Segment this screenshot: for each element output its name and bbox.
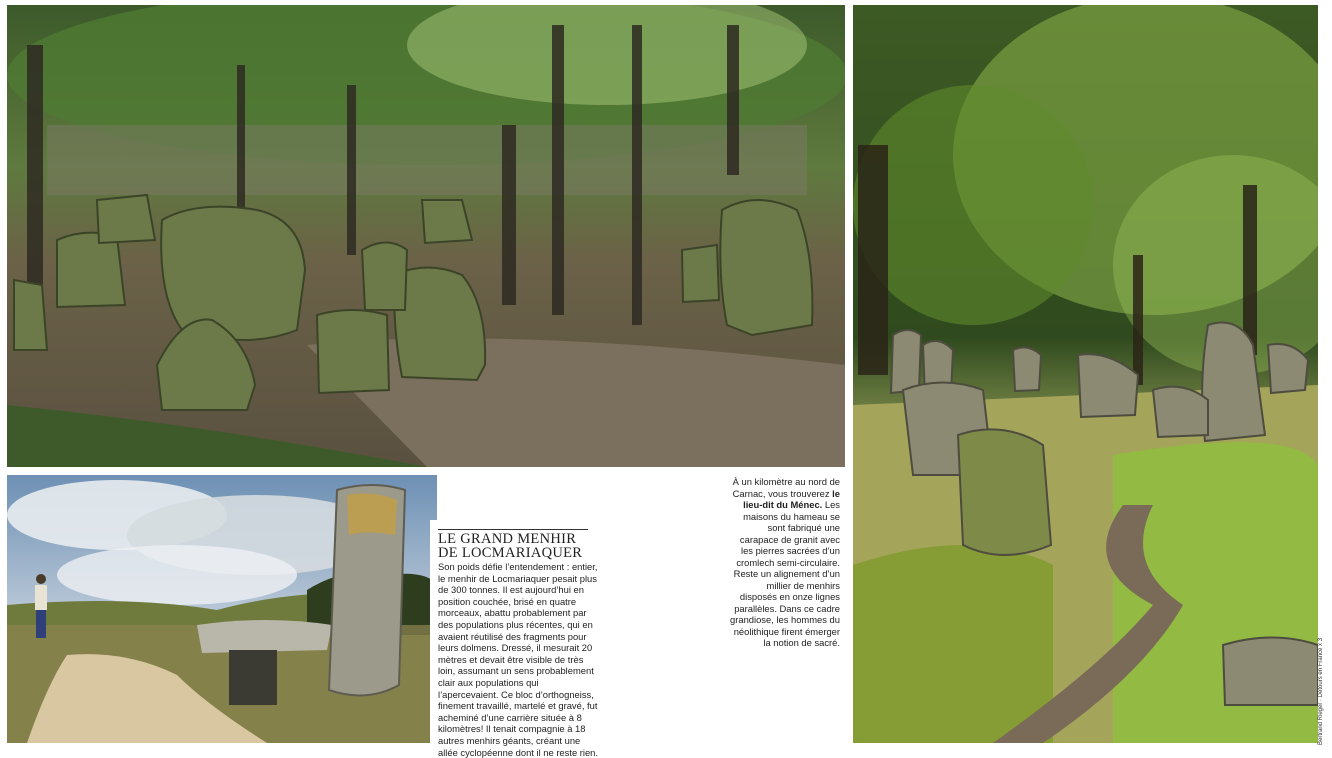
title-rule	[438, 529, 588, 530]
menhir-title-line2: DE LOCMARIAQUER	[438, 545, 583, 561]
menhir-body-text: Son poids défie l’entendement : entier, le menhir de Locmariaquer pesait plus de 300 tonnes. Il est aujourd’hui en position couchée, brisé en quatre morceaux, abattu probablement par des populations plus récentes, qui en avaient réutilisé des fragments pour leurs dolmens. Dressé, il mesurait 20 mètres et devait être visible de très loin, assumant un sens probablement clair aux populations qui l’apercevaient. Ce bloc d’orthogneiss, finement travaillé, martelé et gravé, fut acheminé d’une carrière située à 8 kilomètres! Il tenait compagnie à 18 autres menhirs géants, créant une allée cyclopéenne dont il ne reste rien.	[438, 561, 598, 758]
menhir-article	[430, 520, 598, 758]
menhir-title-line1: LE GRAND MENHIR	[438, 531, 577, 547]
menhir-title	[438, 532, 598, 560]
menec-caption	[730, 476, 840, 649]
menec-highlight: le lieu-dit du Ménec.	[743, 487, 840, 510]
menec-body: Les maisons du hameau se sont fabriqué une carapace de granit avec les pierres sacrées d’un cromlech semi-circulaire. Reste un alignement d’un millier de menhirs disposés en onze lignes parallèles. Dans ce cadre grandiose, les hommes du néolithique firent émerger la notion de sacré.	[730, 499, 840, 648]
forest-stones-photo	[7, 5, 845, 467]
menec-path-photo	[853, 5, 1318, 743]
photo-credit: Bertrand Rieger · Détours en France x 3	[1318, 637, 1324, 745]
menec-intro: À un kilomètre au nord de Carnac, vous trouverez	[732, 476, 840, 499]
menhir-photo	[7, 475, 437, 743]
